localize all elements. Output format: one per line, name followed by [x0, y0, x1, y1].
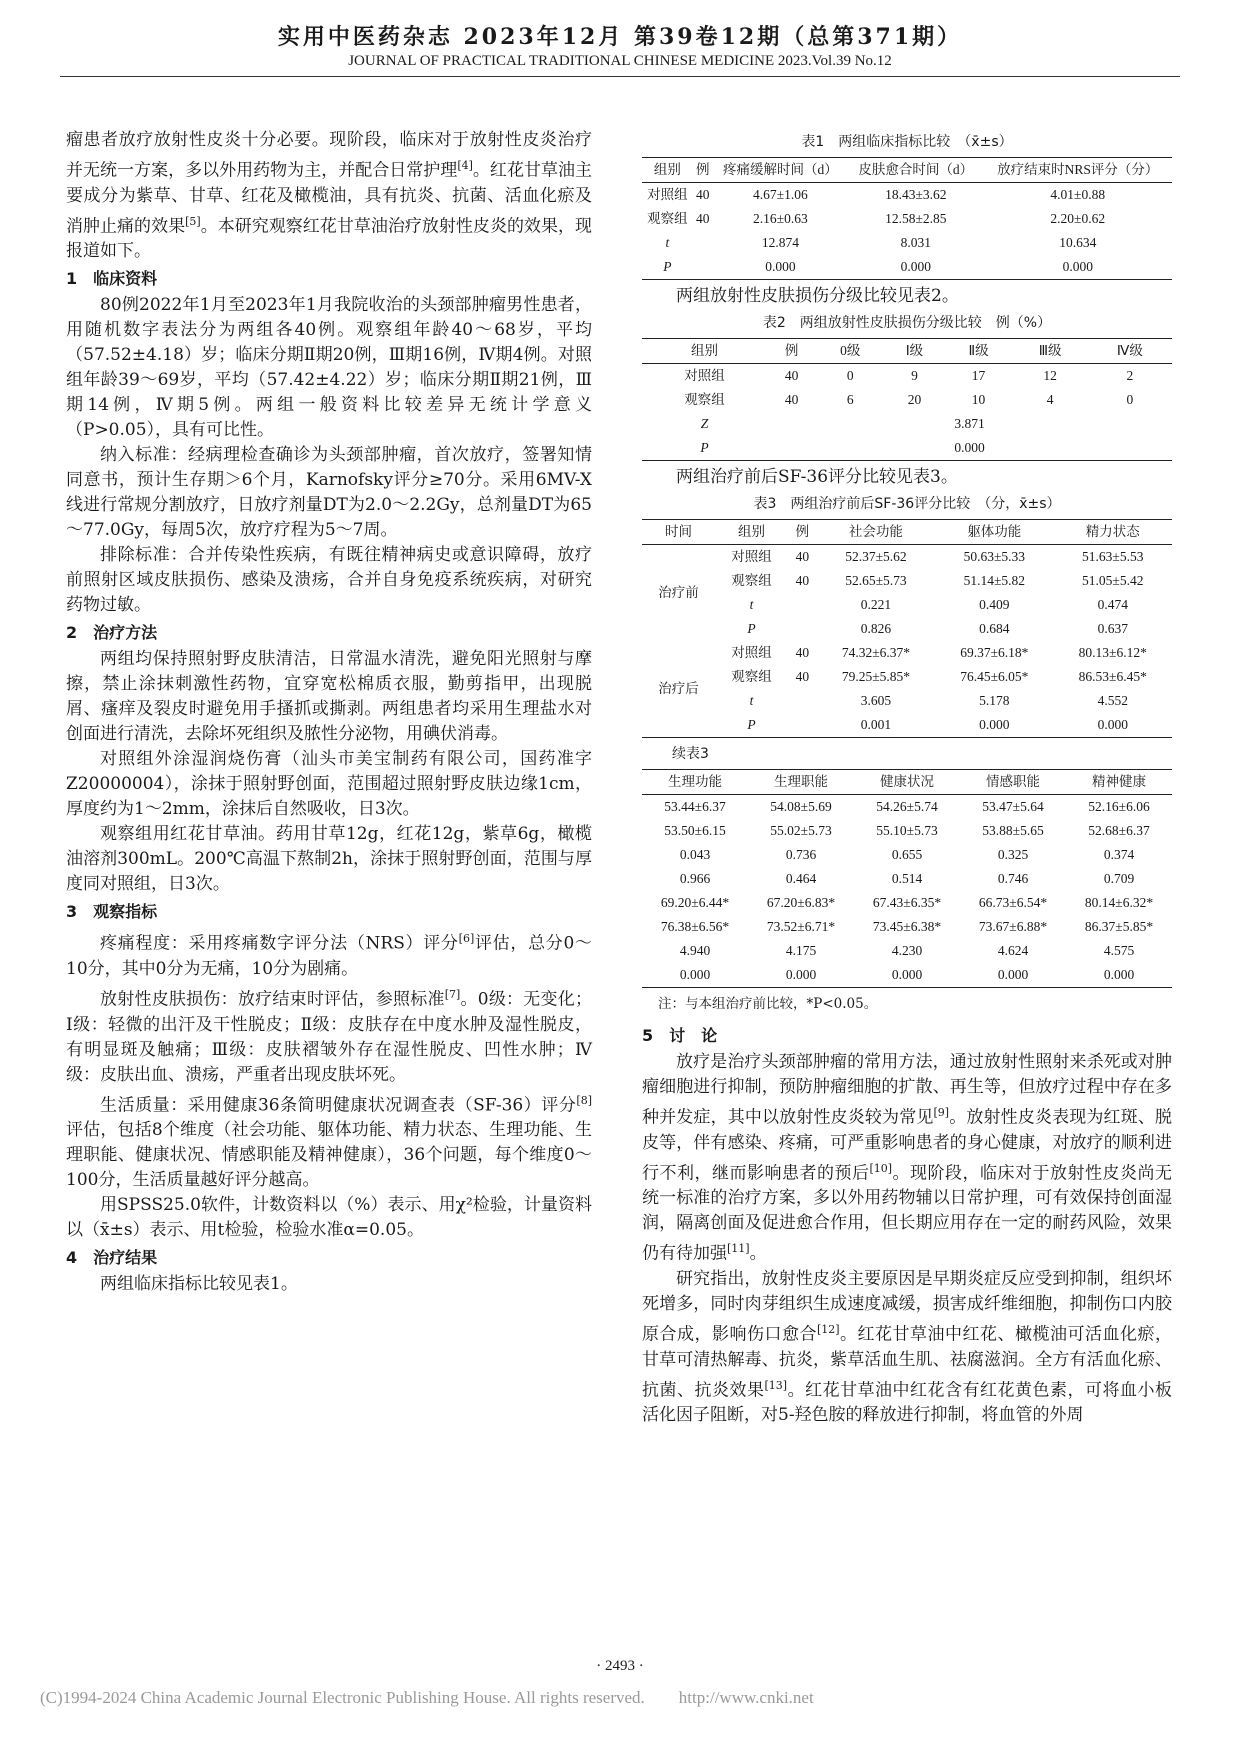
cell [788, 593, 817, 617]
cell [788, 713, 817, 738]
cell: 40 [795, 669, 810, 684]
citation: [7] [444, 987, 461, 1001]
cell: 40 [695, 187, 710, 202]
citation: [11] [727, 1242, 750, 1256]
cell: 73.52±6.71* [766, 919, 836, 934]
cell: 0.655 [891, 847, 923, 862]
cell: 0.000 [765, 259, 796, 274]
table-row [642, 891, 1172, 915]
cell: 0.966 [679, 871, 711, 886]
paragraph [66, 982, 592, 1088]
cell: 2.20±0.62 [1050, 211, 1106, 226]
cell [693, 255, 713, 280]
citation: [6] [458, 932, 475, 946]
cell: 12.58±2.85 [885, 211, 947, 226]
cell: 对照组 [731, 549, 772, 564]
page-number: · 2493 · [596, 1658, 644, 1674]
cell: 治疗后 [658, 681, 699, 696]
copyright-notice: (C)1994-2024 China Academic Journal Electronic Publishing House. All rights reserved. http://www.cnki.net [40, 1688, 814, 1707]
right-column [642, 128, 1172, 1428]
cell: 4.552 [1097, 693, 1128, 708]
table-header: 放疗结束时NRS评分（分） [997, 162, 1159, 177]
table-row [642, 795, 1172, 820]
cell: 0.736 [785, 847, 817, 862]
table-row [642, 867, 1172, 891]
cell: 50.63±5.33 [963, 549, 1026, 564]
cell: 86.37±5.85* [1084, 919, 1154, 934]
cell: 12 [1043, 368, 1057, 383]
cell: t [749, 693, 754, 708]
cell: 67.43±6.35* [872, 895, 942, 910]
text: 。 [749, 1243, 767, 1264]
table3-continued [642, 769, 1172, 988]
table2 [642, 338, 1172, 461]
cell: 对照组 [684, 368, 725, 383]
cell: 观察组 [731, 669, 772, 684]
table-header: Ⅲ级 [1038, 343, 1062, 358]
cell: P [747, 621, 756, 636]
text: 。红花甘草油主要成分为紫草、甘草、红花及橄榄油，具有抗炎、抗菌、活血化瘀及消肿止痛的效果 [66, 160, 593, 237]
cell: 74.32±6.37* [841, 645, 910, 660]
cell: 0.684 [979, 621, 1010, 636]
table-header: 生理功能 [668, 774, 722, 789]
cell: 69.20±6.44* [660, 895, 730, 910]
cell: 40 [795, 645, 810, 660]
cell: 51.05±5.42 [1082, 573, 1144, 588]
table-header: 例 [784, 343, 799, 358]
table-row [642, 843, 1172, 867]
text: 放疗是治疗头颈部肿瘤的常用方法，通过放射性照射来杀死或对肿瘤细胞进行抑制，预防肿瘤细胞的扩散、再生等，但放疗过程中存在多种并发症，其中以放射性皮炎较为常见 [642, 1052, 1172, 1128]
cell: 52.65±5.73 [845, 573, 907, 588]
paragraph [66, 1088, 592, 1194]
table-footnote: 注：与本组治疗前比较，*P<0.05。 [658, 996, 878, 1012]
table-header: 0级 [840, 343, 861, 358]
cell: 4.624 [997, 943, 1029, 958]
cell: 对照组 [647, 187, 688, 202]
journal-header [60, 20, 1180, 77]
cell: 40 [795, 549, 810, 564]
journal-title-en: JOURNAL OF PRACTICAL TRADITIONAL CHINESE MEDICINE 2023.Vol.39 No.12 [348, 53, 892, 69]
cell: 3.871 [954, 416, 985, 431]
cell: 0.000 [997, 967, 1029, 982]
cell: 52.37±5.62 [845, 549, 907, 564]
cell: 3.605 [860, 693, 892, 708]
table-row [642, 665, 1172, 689]
table-header: 组别 [738, 524, 765, 539]
cell: 0.000 [785, 967, 817, 982]
cell: P [747, 717, 756, 732]
paragraph: 观察组用红花甘草油。药用甘草12g，红花12g，紫草6g，橄榄油溶剂300mL。200℃高温下熬制2h，涂抹于照射野创面，范围与厚度同对照组，日3次。 [66, 824, 592, 895]
text: 评估，包括8个维度（社会功能、躯体功能、精力状态、生理功能、生理职能、健康状况、情感职能及精神健康），36个问题，每个维度0～100分，生活质量越好评分越高。 [66, 1120, 592, 1191]
table2-caption: 表2 两组放射性皮肤损伤分级比较 例（%） [762, 315, 1052, 331]
table-row [642, 689, 1172, 713]
cell: 52.68±6.37 [1088, 823, 1150, 838]
table-row [642, 939, 1172, 963]
table-row [642, 641, 1172, 665]
section-heading: 3 观察指标 [66, 902, 158, 922]
cell: 73.67±6.88* [978, 919, 1048, 934]
cell: P [663, 259, 672, 274]
cell: 5.178 [979, 693, 1010, 708]
cell: P [700, 440, 709, 455]
cell: 55.10±5.73 [876, 823, 938, 838]
cell: 0.746 [997, 871, 1029, 886]
cell: 4 [1046, 392, 1054, 407]
citation: [10] [869, 1161, 893, 1175]
table-header: Ⅰ级 [905, 343, 924, 358]
cell: 76.45±6.05* [960, 669, 1029, 684]
table-header: 生理职能 [774, 774, 828, 789]
cell: 4.01±0.88 [1050, 187, 1106, 202]
cell: 0.709 [1103, 871, 1135, 886]
table-row [642, 963, 1172, 988]
cell: 67.20±6.83* [766, 895, 836, 910]
table3b-caption: 续表3 [672, 746, 709, 762]
citation: [5] [185, 214, 201, 228]
cell: 治疗前 [658, 585, 699, 600]
cell: 55.02±5.73 [770, 823, 832, 838]
table-header: 疼痛缓解时间（d） [723, 162, 838, 177]
text: 研究指出，放射性皮炎主要原因是早期炎症反应受到抑制，组织坏死增多，同时肉芽组织生成速度减缓，损害成纤维细胞，抑制伤口内胶原合成，影响伤口愈合 [642, 1268, 1172, 1345]
table-row [642, 819, 1172, 843]
cell: t [665, 235, 670, 250]
table-header: 社会功能 [848, 524, 903, 539]
cell: 9 [911, 368, 918, 383]
cell: 79.25±5.85* [841, 669, 910, 684]
cell: 0.464 [785, 871, 817, 886]
cell: 76.38±6.56* [660, 919, 730, 934]
paragraph: 纳入标准：经病理检查确诊为头颈部肿瘤，首次放疗，签署知情同意书，预计生存期＞6个月，Karnofsky评分≥70分。采用6MV-X线进行常规分割放疗，日放疗剂量DT为2.0～2.2Gy，总剂量DT为65～77.0Gy，每周5次，放疗疗程为5～7周。 [66, 445, 592, 541]
cell: 观察组 [684, 392, 725, 407]
paragraph: 用SPSS25.0软件，计数资料以（%）表示、用χ²检验，计量资料以（x̄±s）表示、用t检验，检验水准α=0.05。 [66, 1195, 592, 1241]
cell: 53.88±5.65 [982, 823, 1044, 838]
paragraph: 排除标准：合并传染性疾病，有既往精神病史或意识障碍，放疗前照射区域皮肤损伤、感染及溃疡，合并自身免疫系统疾病，对研究药物过敏。 [66, 545, 592, 616]
cell: 18.43±3.62 [885, 187, 947, 202]
cell: 0.000 [900, 259, 931, 274]
header-rule [60, 76, 1180, 77]
cell: 观察组 [647, 211, 688, 226]
table-row [642, 412, 1172, 436]
cell: 40 [695, 211, 710, 226]
cell: 4.230 [891, 943, 923, 958]
cell: 10.634 [1059, 235, 1097, 250]
text: 。本研究观察红花甘草油治疗放射性皮炎的效果，现报道如下。 [66, 216, 593, 262]
table-row [642, 436, 1172, 461]
cell: 0.637 [1097, 621, 1128, 636]
table3-caption: 表3 两组治疗前后SF-36评分比较 （分，x̄±s） [753, 496, 1061, 512]
table3 [642, 519, 1172, 738]
text: 。红花甘草油中红花含有红花黄色素，可将血小板活化因子阻断，对5-羟色胺的释放进行抑制，将血管的外周 [642, 1380, 1173, 1426]
cell [788, 689, 817, 713]
cell: 0.000 [679, 967, 711, 982]
paragraph: 对照组外涂湿润烧伤膏（汕头市美宝制药有限公司，国药准字Z20000004），涂抹于照射野创面，范围超过照射野皮肤边缘1cm，厚度约为1～2mm，涂抹后自然吸收，日3次。 [66, 749, 592, 820]
text: 。红花甘草油中红花、橄榄油可活血化瘀，甘草可清热解毒、抗炎，紫草活血生肌、祛腐滋润。全方有活血化瘀、抗菌、抗炎效果 [642, 1324, 1173, 1401]
cell: 观察组 [731, 573, 772, 588]
cell: 10 [971, 392, 986, 407]
paragraph: 两组临床指标比较见表1。 [100, 1274, 298, 1295]
cell: 17 [971, 368, 986, 383]
table-row [642, 231, 1172, 255]
table-header: 皮肤愈合时间（d） [858, 162, 974, 177]
cell: 51.14±5.82 [963, 573, 1026, 588]
section-heading: 5 讨 论 [642, 1026, 718, 1045]
cell: 4.67±1.06 [753, 187, 808, 202]
table-header: 健康状况 [880, 774, 934, 789]
cell: 4.175 [785, 943, 817, 958]
cell: 4.940 [679, 943, 711, 958]
table-row [642, 593, 1172, 617]
cell: Z [700, 416, 709, 431]
cell [693, 231, 713, 255]
table-header: 例 [695, 162, 710, 177]
cell: 12.874 [761, 235, 799, 250]
cell: 0.474 [1097, 597, 1128, 612]
table-header: 组别 [691, 343, 718, 358]
table-row [642, 915, 1172, 939]
table-row [642, 545, 1172, 570]
cell: 4.575 [1103, 943, 1135, 958]
table-header: 情感职能 [986, 774, 1040, 789]
section-heading: 4 治疗结果 [66, 1248, 158, 1268]
cell: 80.14±6.32* [1084, 895, 1154, 910]
cell: 53.44±6.37 [664, 799, 726, 814]
table-row [642, 255, 1172, 280]
table-row [642, 364, 1172, 389]
cell: 0 [846, 368, 854, 383]
cell: 2 [1126, 368, 1134, 383]
cell: 6 [846, 392, 854, 407]
table-header: 躯体功能 [967, 524, 1022, 539]
cell: 0.000 [1103, 967, 1135, 982]
cell: 0.409 [979, 597, 1010, 612]
table1-caption: 表1 两组临床指标比较 （x̄±s） [801, 134, 1013, 150]
table-header: 时间 [665, 524, 692, 539]
citation: [12] [816, 1322, 840, 1336]
text: 。放射性皮炎表现为红斑、脱皮等，伴有感染、疼痛，可严重影响患者的身心健康，对放疗的顺利进行不利，继而影响患者的预后 [642, 1107, 1173, 1184]
paragraph: 80例2022年1月至2023年1月我院收治的头颈部肿瘤男性患者，用随机数字表法分为两组各40例。观察组年龄40～68岁，平均（57.52±4.18）岁；临床分期Ⅱ期20例，Ⅲ期16例，Ⅳ期4例。对照组年龄39～69岁，平均（57.42±4.22）岁；临床分期Ⅱ期21例，Ⅲ期14例，Ⅳ期5例。两组一般资料比较差异无统计学意义（P>0.05），具有可比性。 [66, 295, 592, 441]
paragraph [66, 926, 592, 982]
cell: 0.000 [954, 440, 985, 455]
text: 。0级：无变化；Ⅰ级：轻微的出汗及干性脱皮；Ⅱ级：皮肤存在中度水肿及湿性脱皮，有明显斑及触痛；Ⅲ级：皮肤褶皱外存在湿性脱皮、凹性水肿；Ⅳ级：皮肤出血、溃疡，严重者出现皮肤坏死。 [66, 989, 592, 1085]
table-header: 例 [795, 524, 810, 539]
cell: 对照组 [731, 645, 772, 660]
citation: [9] [933, 1106, 950, 1119]
cell: 0.221 [860, 597, 892, 612]
paragraph: 两组放射性皮肤损伤分级比较见表2。 [676, 286, 959, 306]
cell: 0.000 [891, 967, 923, 982]
left-column [66, 128, 592, 1297]
table-row [642, 713, 1172, 738]
table-row [642, 388, 1172, 412]
table-header: 精力状态 [1085, 524, 1140, 539]
cell: t [749, 597, 754, 612]
text: 瘤患者放疗放射性皮炎十分必要。现阶段，临床对于放射性皮炎治疗并无统一方案，多以外用药物为主，并配合日常护理 [66, 130, 592, 181]
cell: 51.63±5.53 [1082, 549, 1144, 564]
table-row [642, 183, 1172, 208]
cell: 0 [1126, 392, 1134, 407]
cell: 66.73±6.54* [978, 895, 1048, 910]
cell: 80.13±6.12* [1078, 645, 1147, 660]
cell: 40 [784, 392, 799, 407]
table-header: Ⅳ级 [1116, 343, 1143, 358]
cell: 0.826 [860, 621, 892, 636]
cell: 20 [907, 392, 922, 407]
paragraph [642, 1267, 1172, 1428]
text: 生活质量：采用健康36条简明健康状况调查表（SF-36）评分 [100, 1095, 577, 1116]
cell: 0.325 [997, 847, 1029, 862]
intro-paragraph [66, 128, 592, 264]
table-row [642, 569, 1172, 593]
text: 疼痛程度：采用疼痛数字评分法（NRS）评分 [100, 933, 459, 954]
citation: [13] [764, 1378, 788, 1392]
cell: 0.001 [860, 717, 892, 732]
table-row [642, 207, 1172, 231]
text: 。现阶段，临床对于放射性皮炎尚无统一标准的治疗方案，多以外用药物辅以日常护理，可有效保持创面湿润，隔离创面及促进愈合作用，但长期应用存在一定的耐药风险，效果仍有待加强 [642, 1163, 1173, 1264]
table-header: 精神健康 [1092, 774, 1146, 789]
cell: 54.26±5.74 [876, 799, 938, 814]
cell: 0.374 [1103, 847, 1135, 862]
section-heading: 1 临床资料 [66, 269, 158, 289]
table-header: Ⅱ级 [968, 343, 989, 358]
text: 放射性皮肤损伤：放疗结束时评估，参照标准 [100, 989, 445, 1010]
table-row [642, 617, 1172, 641]
cell: 54.08±5.69 [770, 799, 832, 814]
cell: 73.45±6.38* [872, 919, 942, 934]
cell: 53.50±6.15 [664, 823, 726, 838]
cell: 86.53±6.45* [1078, 669, 1147, 684]
cell: 69.37±6.18* [960, 645, 1029, 660]
cell: 0.514 [891, 871, 923, 886]
cell: 0.000 [1062, 259, 1093, 274]
citation: [4] [457, 159, 473, 172]
cell: 53.47±5.64 [982, 799, 1044, 814]
table-header: 组别 [653, 162, 681, 177]
citation: [8] [576, 1093, 592, 1107]
paragraph: 两组治疗前后SF-36评分比较见表3。 [676, 467, 958, 487]
cell: 0.000 [979, 717, 1010, 732]
cell: 2.16±0.63 [753, 211, 808, 226]
paragraph [642, 1050, 1172, 1267]
cell: 8.031 [900, 235, 931, 250]
journal-title-cn: 实用中医药杂志 2023年12月 第39卷12期（总第371期） [277, 24, 963, 50]
cell: 0.000 [1097, 717, 1128, 732]
paragraph: 两组均保持照射野皮肤清洁，日常温水清洗，避免阳光照射与摩擦，禁止涂抹刺激性药物，宜穿宽松棉质衣服，勤剪指甲，出现脱屑、瘙痒及裂皮时避免用手搔抓或撕剥。两组患者均采用生理盐水对创面进行清洗，去除坏死组织及脓性分泌物，用碘伏消毒。 [66, 649, 592, 745]
cell: 40 [784, 368, 799, 383]
cell [788, 617, 817, 641]
cell: 52.16±6.06 [1088, 799, 1150, 814]
table1 [642, 157, 1172, 280]
text: 评估，总分0～10分，其中0分为无痛，10分为剧痛。 [66, 933, 592, 979]
section-heading: 2 治疗方法 [66, 623, 158, 643]
cell: 40 [795, 573, 810, 588]
cell: 0.043 [679, 847, 711, 862]
